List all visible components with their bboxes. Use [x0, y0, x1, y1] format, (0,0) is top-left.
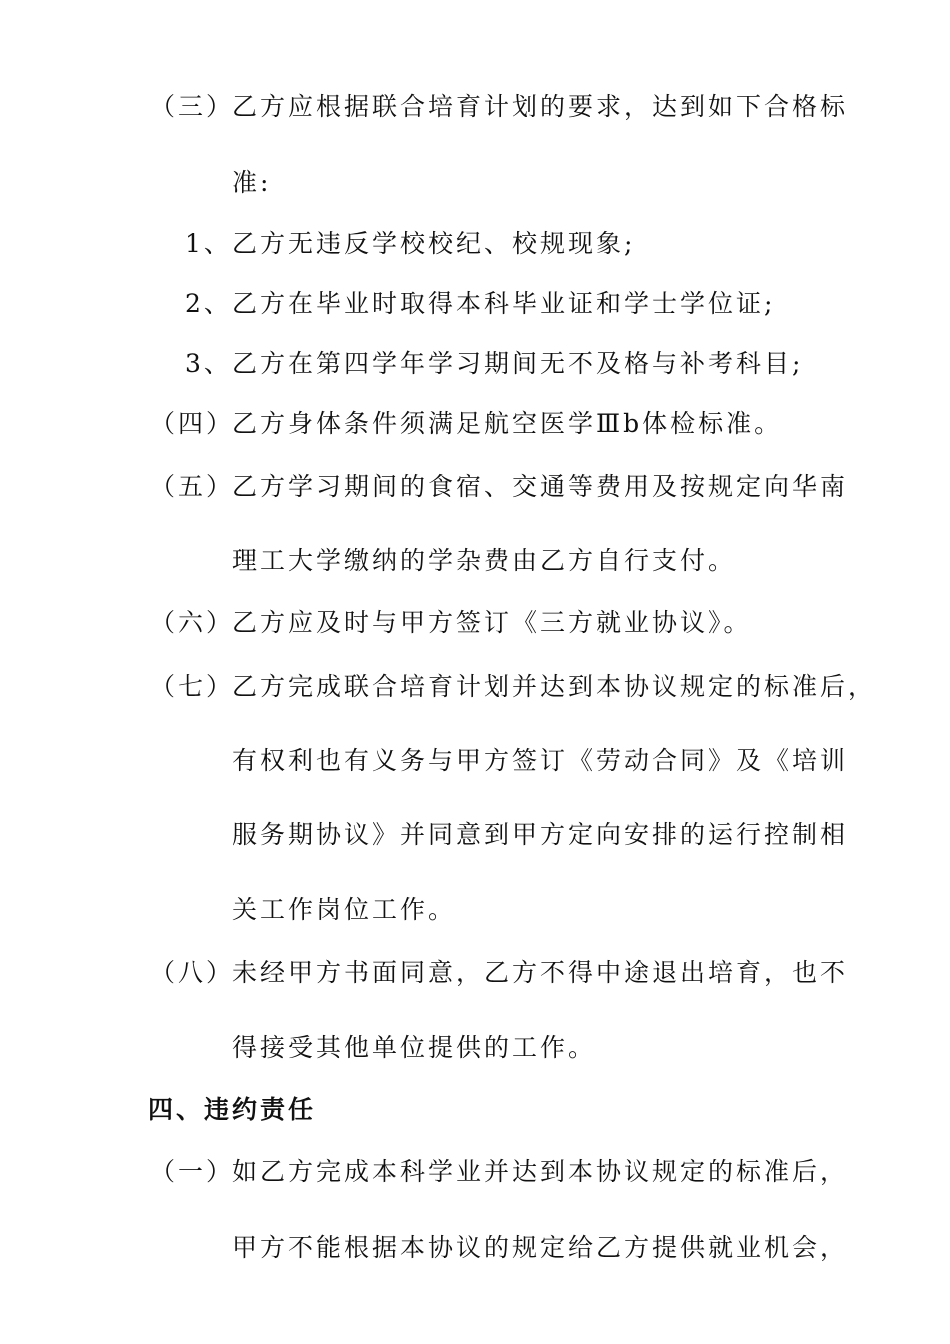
clause-8-text-1: 未经甲方书面同意，乙方不得中途退出培育，也不 — [232, 958, 849, 987]
clause-5-text-2: 理工大学缴纳的学杂费由乙方自行支付。 — [232, 546, 737, 575]
clause-8-text-2: 得接受其他单位提供的工作。 — [232, 1033, 597, 1062]
item-number: 1、 — [185, 229, 232, 258]
clause-7-text-4: 关工作岗位工作。 — [232, 895, 457, 924]
clause-5-text-1: 乙方学习期间的食宿、交通等费用及按规定向华南 — [232, 472, 849, 501]
clause-7-text-2: 有权利也有义务与甲方签订《劳动合同》及《培训 — [232, 746, 849, 775]
section-4-clause-1-text-2: 甲方不能根据本协议的规定给乙方提供就业机会， — [232, 1233, 849, 1262]
clause-3-marker: （三） — [150, 92, 235, 121]
clause-8-marker: （八） — [150, 958, 235, 987]
item-text: 乙方在第四学年学习期间无不及格与补考科目; — [232, 349, 804, 378]
item-number: 3、 — [185, 349, 232, 378]
clause-6-marker: （六） — [150, 608, 235, 637]
clause-7-text-3: 服务期协议》并同意到甲方定向安排的运行控制相 — [232, 820, 849, 849]
section-4-heading: 四、违约责任 — [148, 1095, 317, 1124]
item-text: 乙方在毕业时取得本科毕业证和学士学位证; — [232, 289, 776, 318]
section-4-clause-1-text-1: 如乙方完成本科学业并达到本协议规定的标准后， — [232, 1157, 849, 1186]
item-text: 乙方无违反学校校纪、校规现象; — [232, 229, 636, 258]
section-4-clause-1-marker: （一） — [150, 1157, 235, 1186]
clause-7-text-1: 乙方完成联合培育计划并达到本协议规定的标准后， — [232, 672, 877, 701]
item-number: 2、 — [185, 289, 232, 318]
clause-4-text-1: 乙方身体条件须满足航空医学Ⅲb体检标准。 — [232, 409, 783, 438]
clause-3-text-2: 准: — [232, 168, 272, 197]
clause-5-marker: （五） — [150, 472, 235, 501]
clause-4-marker: （四） — [150, 409, 235, 438]
clause-3-text-1: 乙方应根据联合培育计划的要求，达到如下合格标 — [232, 92, 849, 121]
clause-7-marker: （七） — [150, 672, 235, 701]
clause-6-text-1: 乙方应及时与甲方签订《三方就业协议》。 — [232, 608, 752, 637]
